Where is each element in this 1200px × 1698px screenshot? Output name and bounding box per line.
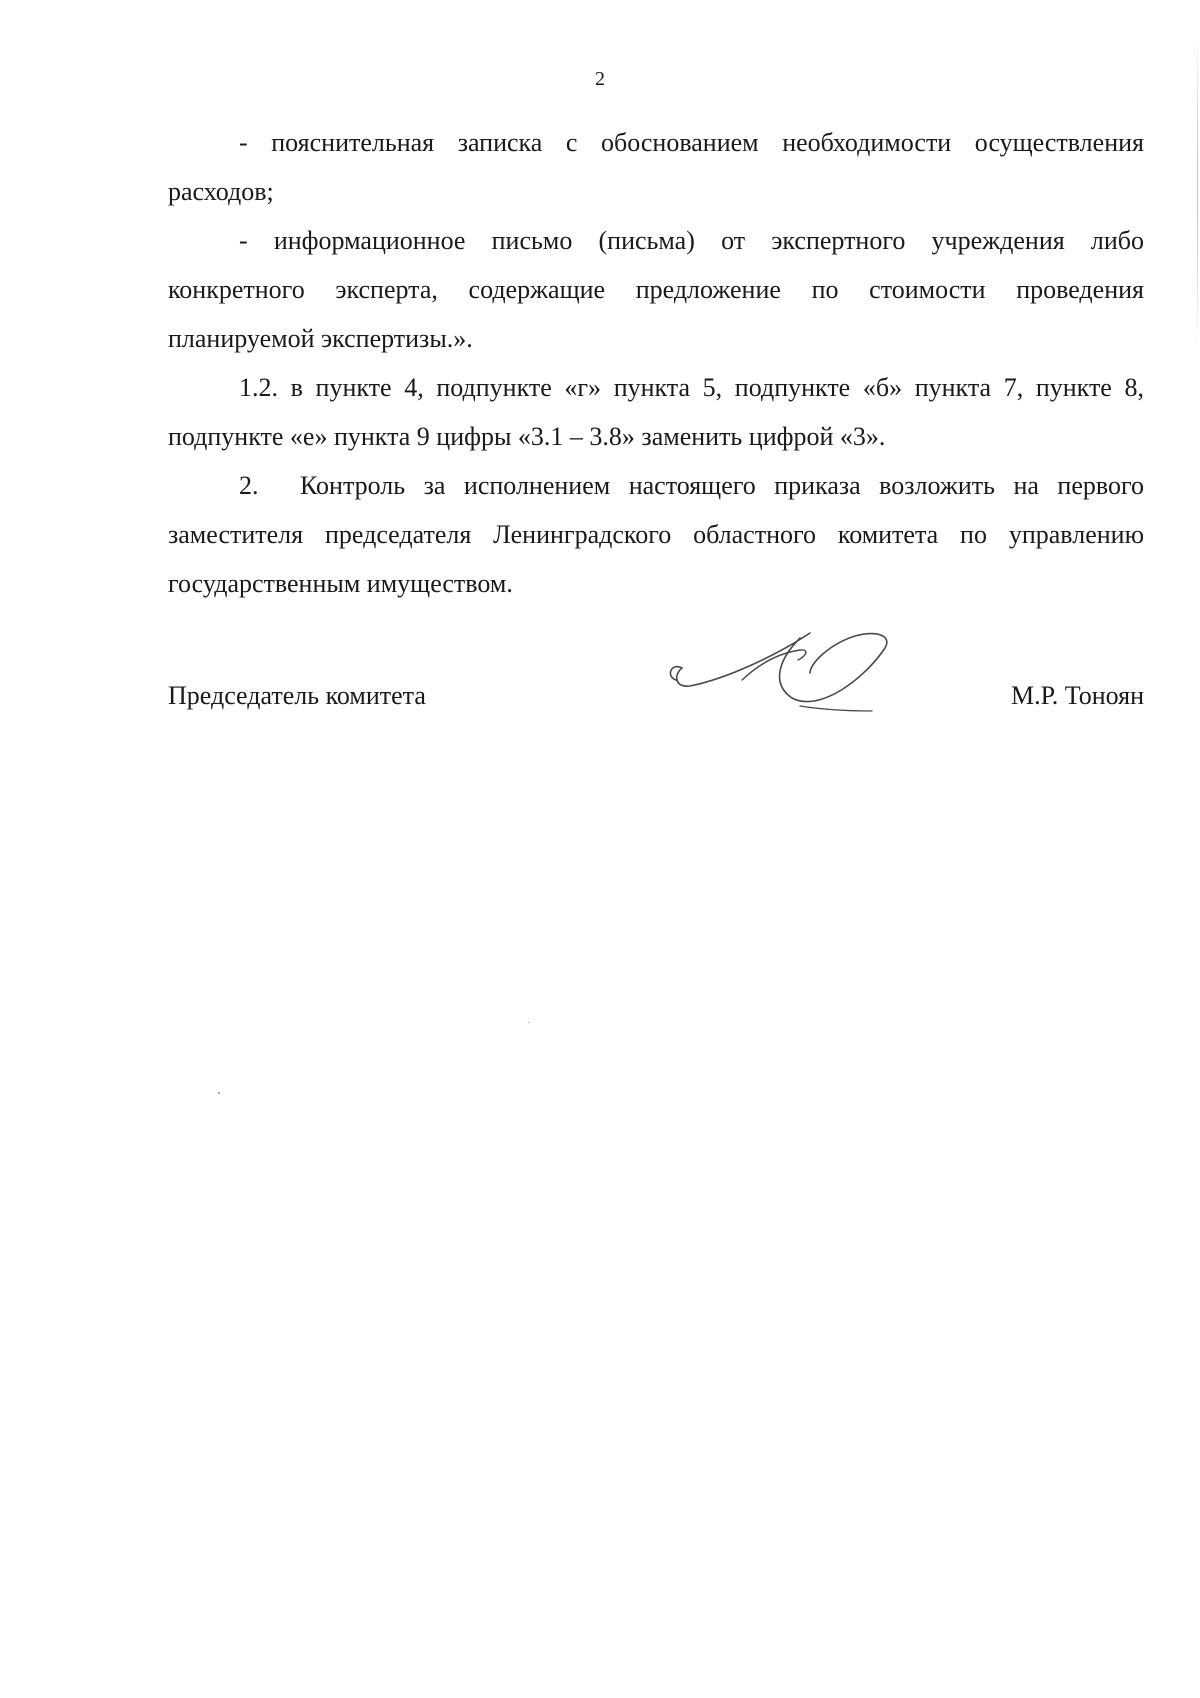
signatory-name: М.Р. Тоноян bbox=[1010, 681, 1144, 710]
list-item-explanatory-note: - пояснительная записка с обоснованием необходимости осуществления расходов; bbox=[168, 128, 1144, 206]
document-body bbox=[168, 118, 1144, 608]
paragraph-text: Контроль за исполнением настоящего приказа возложить на первого заместителя председателя Ленинградского областного комитета по управлению государственным имуществом. bbox=[168, 471, 1144, 598]
paragraph-number: 2. bbox=[239, 471, 259, 500]
signatory-position: Председатель комитета bbox=[168, 681, 426, 710]
scan-speck bbox=[218, 1092, 220, 1094]
paragraph-control-clause bbox=[168, 461, 1144, 608]
handwritten-signature bbox=[660, 618, 910, 718]
signature-block bbox=[168, 676, 1144, 716]
scan-speck bbox=[528, 1022, 529, 1023]
list-item-information-letter: - информационное письмо (письма) от экспертного учреждения либо конкретного эксперта, содержащие предложение по стоимости проведения планируемой экспертизы.». bbox=[168, 226, 1144, 353]
page-number: 2 bbox=[595, 68, 605, 90]
paragraph-amendment-1-2: 1.2. в пункте 4, подпункте «г» пункта 5, подпункте «б» пункта 7, пункте 8, подпункте «е» пункта 9 цифры «3.1 – 3.8» заменить цифрой «3». bbox=[168, 373, 1144, 451]
